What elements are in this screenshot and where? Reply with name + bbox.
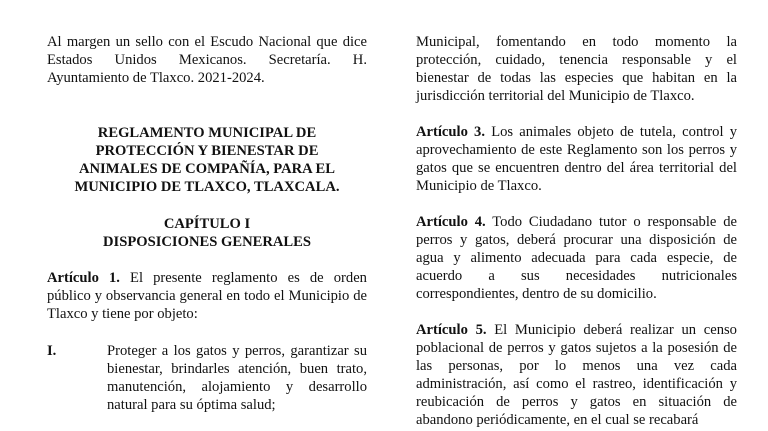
right-column (416, 33, 737, 429)
article-1-text: El presente reglamento es de orden público y observancia general en todo el Municipio de Tlaxco y tiene por objeto: (47, 270, 367, 322)
article-4-label: Artículo 4. (416, 214, 486, 230)
chapter-number: CAPÍTULO I (163, 216, 251, 232)
article-1 (47, 269, 367, 323)
left-column (47, 33, 367, 414)
title-line: ANIMALES DE COMPAÑÍA, PARA EL (78, 161, 336, 177)
article-4-text: Todo Ciudadano tutor o responsable de perros y gatos, deberá procurar una disposición de agua y alimento adecuada para cada especie, de acuerdo a sus necesidades nutricionales correspondientes, dentro de su domicilio. (416, 214, 737, 302)
article-5-text: El Municipio deberá realizar un censo poblacional de perros y gatos sujetos a la posesión de las personas, por lo menos una vez cada administración, así como el rastreo, identificación y reubicación de perros y gatos en situación de abandono periódicamente, en el cual se recabará (416, 322, 737, 428)
regulation-title (47, 124, 367, 196)
article-5 (416, 321, 737, 429)
article-2-continuation: Municipal, fomentando en todo momento la protección, cuidado, tenencia responsable y el bienestar de todas las especies que habitan en la jurisdicción territorial del Municipio de Tlaxco. (416, 34, 737, 104)
chapter-heading (47, 215, 367, 251)
chapter-title: DISPOSICIONES GENERALES (102, 234, 312, 250)
list-item-number: I. (47, 343, 57, 359)
title-line: PROTECCIÓN Y BIENESTAR DE (95, 143, 319, 159)
article-3 (416, 123, 737, 195)
title-line: MUNICIPIO DE TLAXCO, TLAXCALA. (74, 179, 340, 195)
title-line: REGLAMENTO MUNICIPAL DE (97, 125, 317, 141)
list-item-text: Proteger a los gatos y perros, garantizar su bienestar, brindarles atención, buen trato, manutención, alojamiento y desarrollo natural para su óptima salud; (107, 343, 367, 413)
article-5-label: Artículo 5. (416, 322, 487, 338)
article-3-label: Artículo 3. (416, 124, 486, 140)
list-item-i (47, 342, 367, 414)
article-3-text: Los animales objeto de tutela, control y aprovechamiento de este Reglamento son los perros y gatos que se encuentren dentro del área territorial del Municipio de Tlaxco. (416, 124, 737, 194)
article-4 (416, 213, 737, 303)
margin-note: Al margen un sello con el Escudo Nacional que dice Estados Unidos Mexicanos. Secretaría. H. Ayuntamiento de Tlaxco. 2021-2024. (47, 34, 367, 86)
article-1-label: Artículo 1. (47, 270, 120, 286)
